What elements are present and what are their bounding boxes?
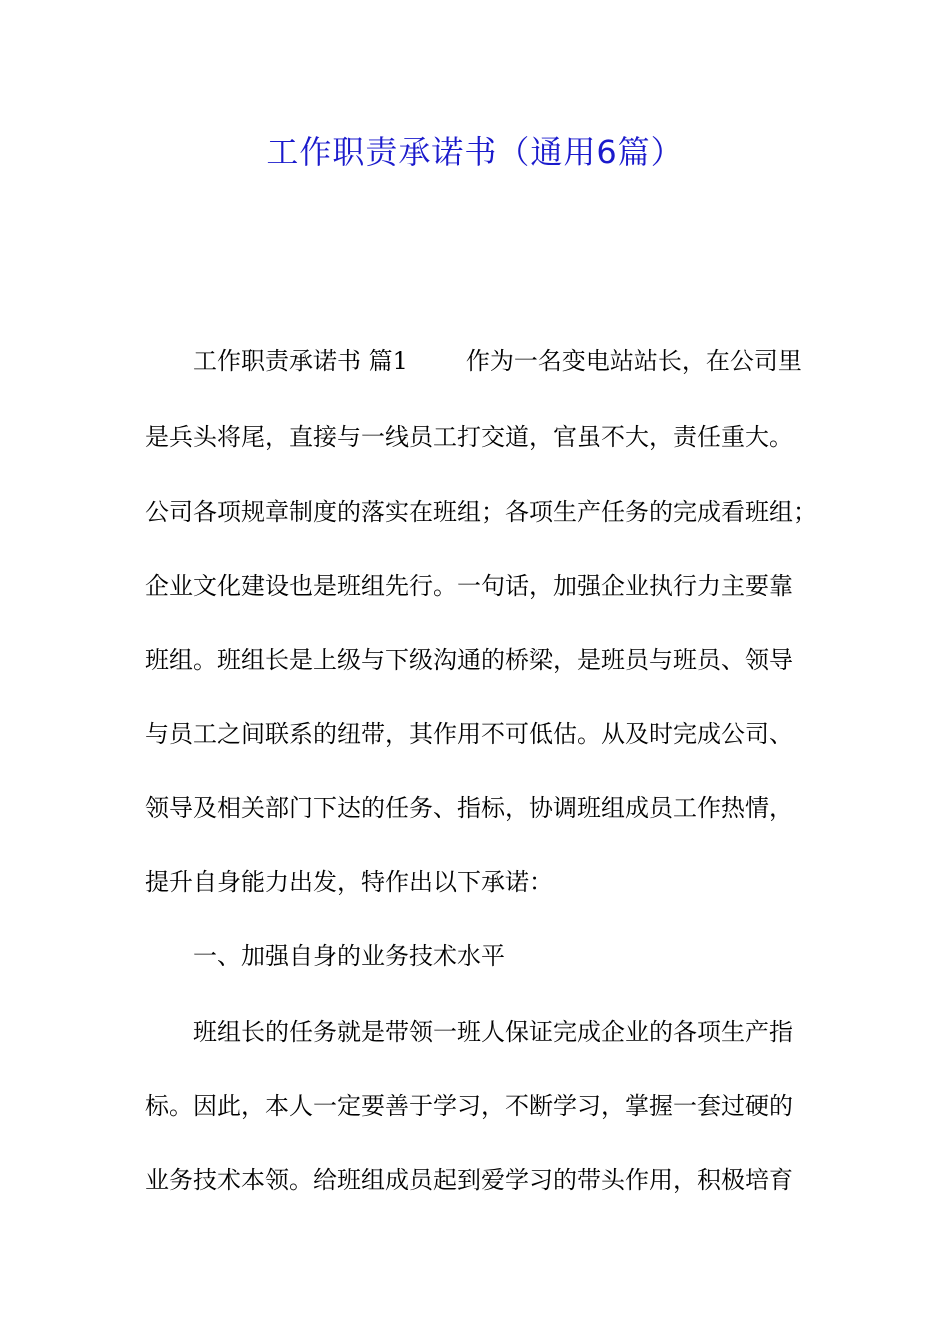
- paragraph-line: 与员工之间联系的纽带，其作用不可低估。从及时完成公司、: [145, 720, 793, 748]
- paragraph-line: 公司各项规章制度的落实在班组；各项生产任务的完成看班组；: [145, 498, 817, 526]
- section-heading: 工作职责承诺书 篇1: [193, 347, 408, 375]
- paragraph-line: 提升自身能力出发，特作出以下承诺：: [145, 868, 553, 896]
- paragraph-line: 班组。班组长是上级与下级沟通的桥梁，是班员与班员、领导: [145, 646, 793, 674]
- paragraph-line: 班组长的任务就是带领一班人保证完成企业的各项生产指: [193, 1018, 793, 1046]
- paragraph-text: 作为一名变电站站长，在公司里: [465, 347, 802, 375]
- first-paragraph-line: [193, 343, 802, 379]
- document-title: 工作职责承诺书（通用6篇）: [266, 133, 684, 171]
- subsection-heading: 一、加强自身的业务技术水平: [193, 942, 505, 970]
- paragraph-line: 业务技术本领。给班组成员起到爱学习的带头作用，积极培育: [145, 1166, 793, 1194]
- paragraph-line: 企业文化建设也是班组先行。一句话，加强企业执行力主要靠: [145, 572, 793, 600]
- paragraph-line: 领导及相关部门下达的任务、指标，协调班组成员工作热情，: [145, 794, 793, 822]
- paragraph-line: 是兵头将尾，直接与一线员工打交道，官虽不大，责任重大。: [145, 423, 793, 451]
- paragraph-line: 标。因此，本人一定要善于学习，不断学习，掌握一套过硬的: [145, 1092, 793, 1120]
